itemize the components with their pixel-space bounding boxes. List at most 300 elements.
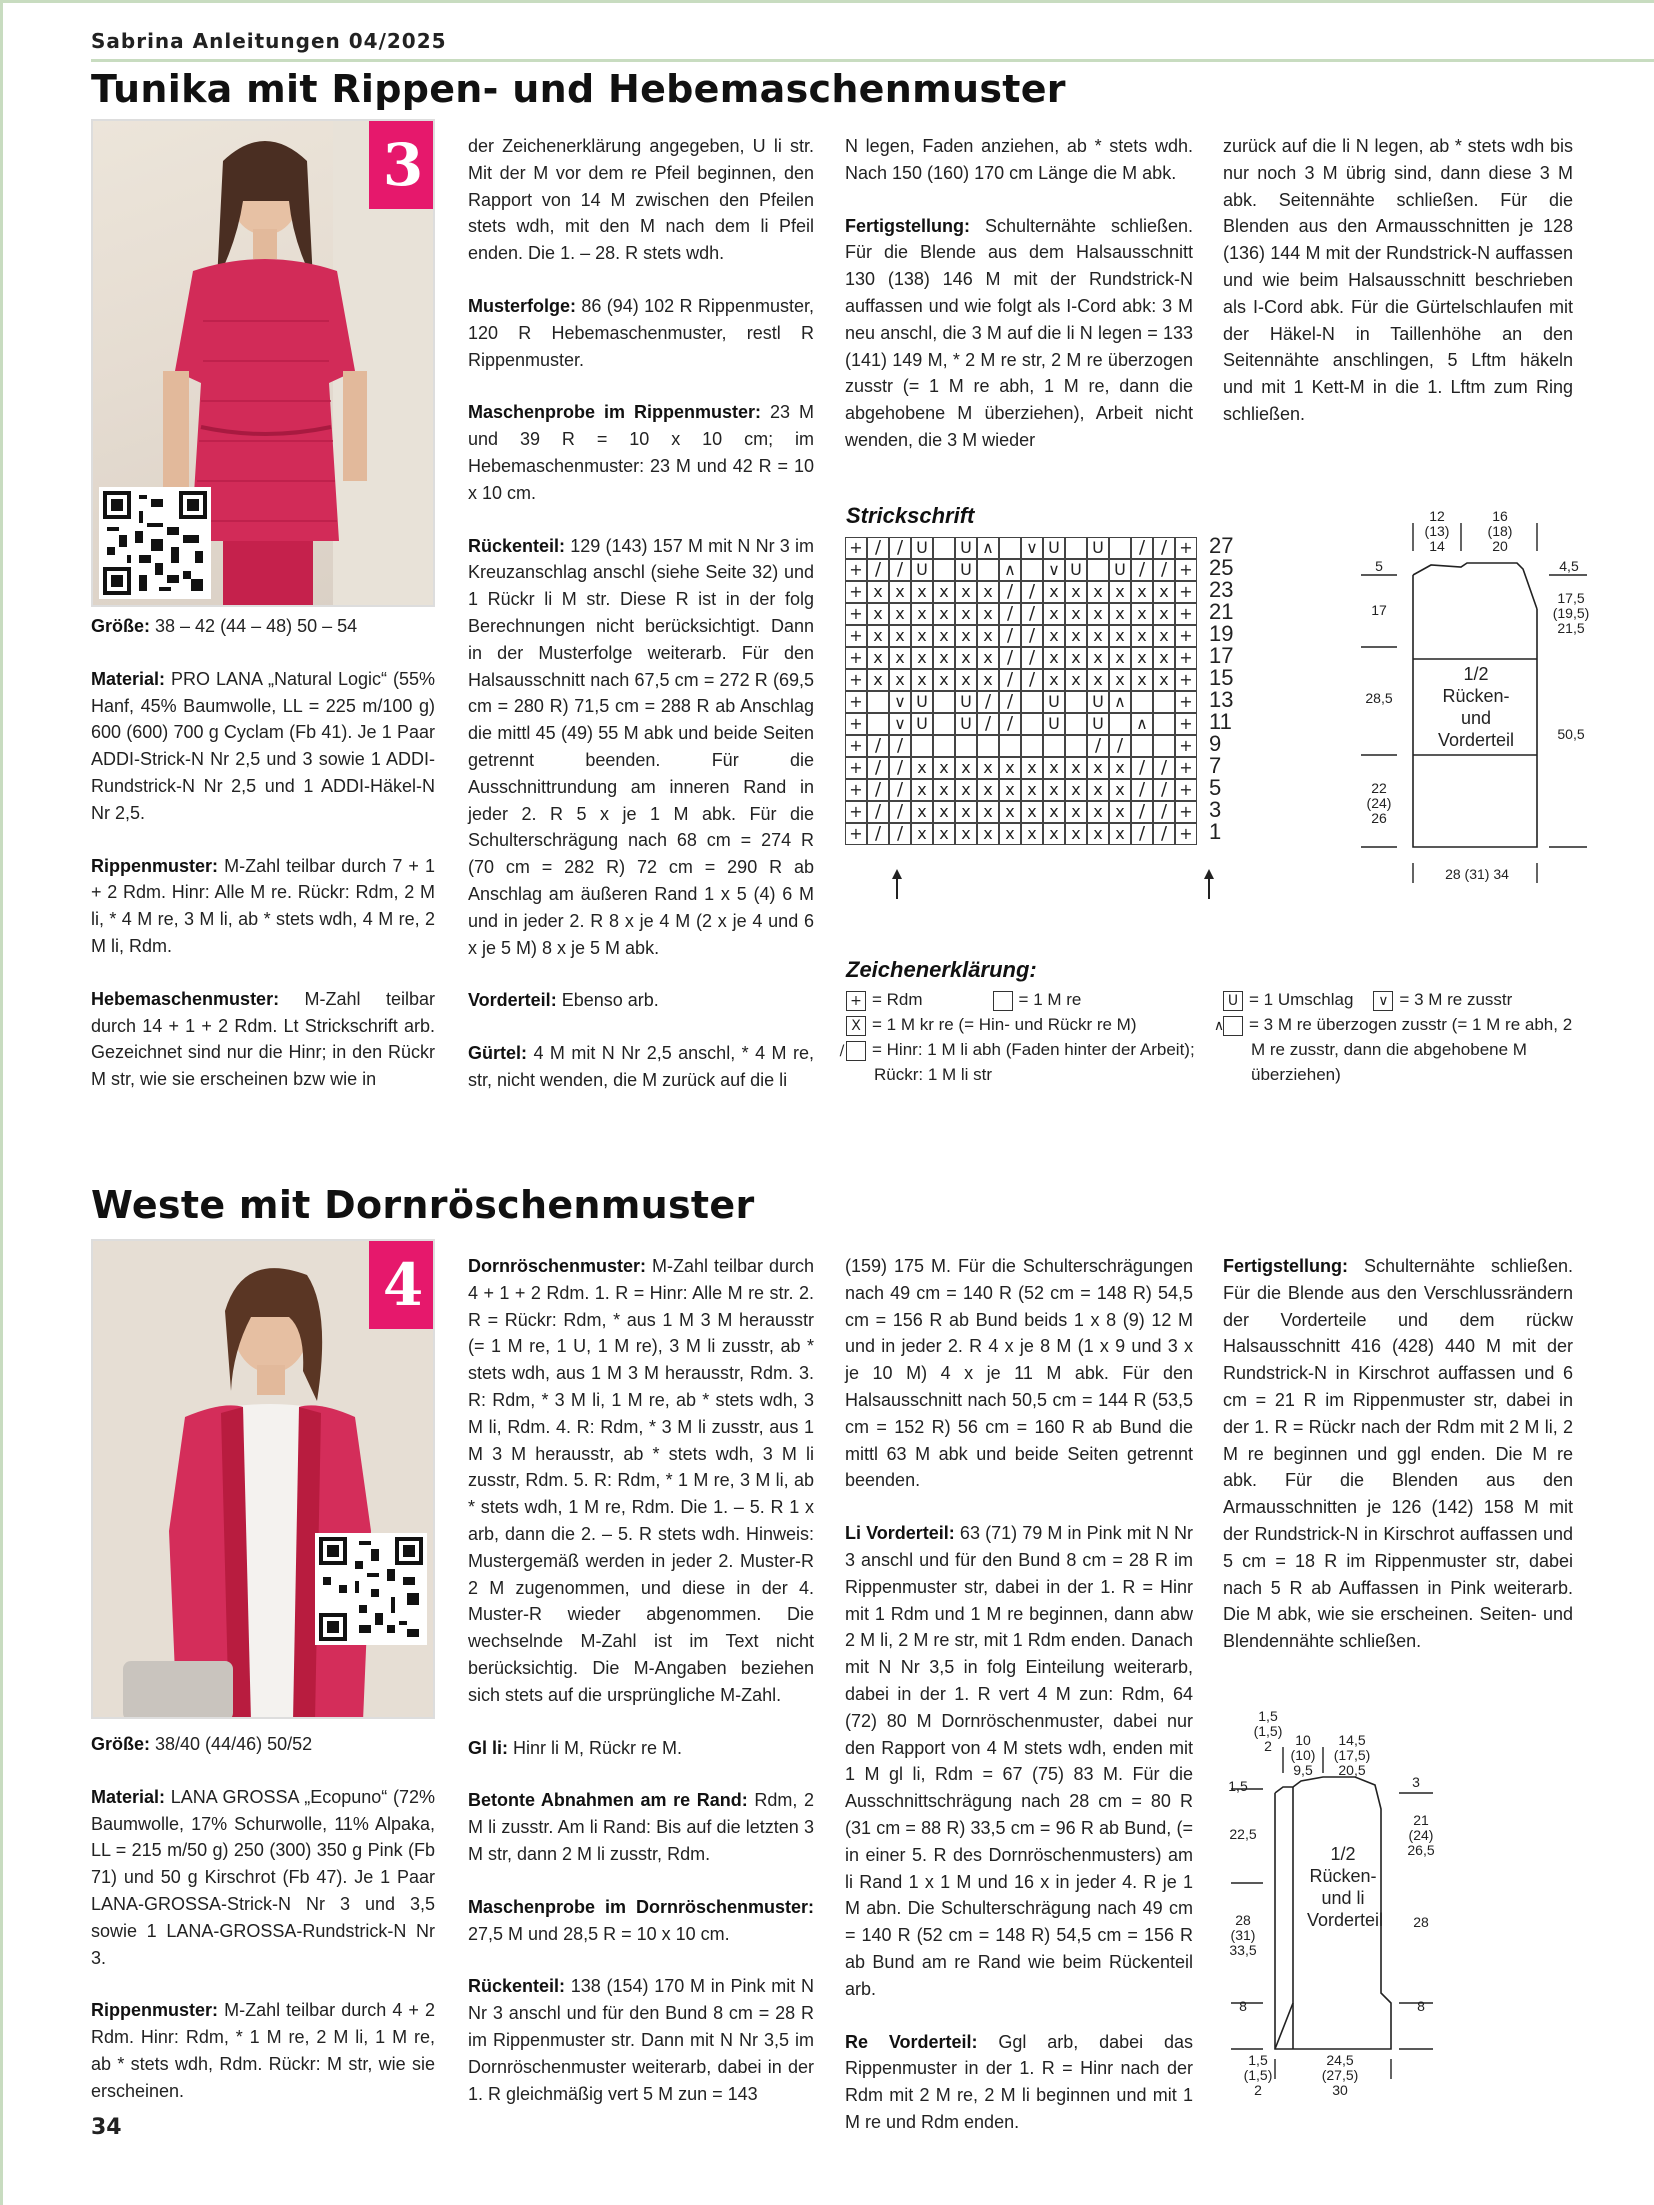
chart-row-number: 17 bbox=[1209, 643, 1234, 668]
chart-cell: ∨ bbox=[1021, 537, 1043, 559]
chart-cell: x bbox=[1065, 801, 1087, 823]
chart-cell: U bbox=[1087, 537, 1109, 559]
chart-row-number: 21 bbox=[1209, 599, 1234, 624]
paragraph: Größe: 38 – 42 (44 – 48) 50 – 54 bbox=[91, 616, 358, 636]
chart-cell: U bbox=[955, 713, 977, 735]
chart-cell: + bbox=[845, 537, 867, 559]
chart-cell: / bbox=[977, 691, 999, 713]
chart-cell bbox=[955, 735, 977, 757]
symbol-legend-2: U = 1 Umschlag ∨ = 3 M re zusstr ∧ = 3 M re überzogen zusstr (= 1 M re abh, 2 M re zusstr, dann die abgehobene M überziehen) bbox=[1213, 990, 1573, 1084]
chart-title: Strickschrift bbox=[846, 503, 975, 528]
chart-cell: x bbox=[933, 581, 955, 603]
chart-cell bbox=[867, 713, 889, 735]
chart-cell: x bbox=[999, 823, 1021, 845]
dim-neck: 12 (13) 14 bbox=[1424, 508, 1450, 554]
chart-cell: x bbox=[1131, 603, 1153, 625]
chart-cell: / bbox=[1109, 735, 1131, 757]
chart-cell: / bbox=[1131, 823, 1153, 845]
chart-cell bbox=[1021, 559, 1043, 581]
chart-cell: x bbox=[911, 779, 933, 801]
paragraph: Betonte Abnahmen am re Rand: Rdm, 2 M li zusstr. Am li Rand: Bis auf die letzten 3 M str, dann 2 M li zusstr, Rdm. bbox=[468, 1790, 814, 1864]
chart-cell: x bbox=[1109, 625, 1131, 647]
chart-cell: x bbox=[1043, 581, 1065, 603]
dim-left-b: 17 bbox=[1371, 602, 1387, 618]
paragraph: Material: PRO LANA „Natural Logic“ (55% Hanf, 45% Baumwolle, LL = 225 m/100 g) 600 (600) 700 g Cyclam (Fb 41). Je 1 Paar ADDI-Strick-N Nr 2,5 und 3 sowie 1 ADDI-Rundstrick-N Nr 2,5 und 1 ADDI-Häkel-N Nr 2,5. bbox=[91, 668, 435, 823]
chart-cell bbox=[1153, 691, 1175, 713]
chart-cell bbox=[867, 691, 889, 713]
chart-cell: x bbox=[1109, 647, 1131, 669]
section-3-column-3 bbox=[845, 133, 1193, 480]
slip-stitch-symbol: / bbox=[846, 1041, 866, 1061]
chart-cell: / bbox=[999, 669, 1021, 691]
paragraph: Fertigstellung: Schulternähte schließen. Für die Blende aus den Verschlussrändern der Vorderteile und dem rückw Halsausschnitt 416 (428) 440 M mit der Rundstrick-N in Kirschrot auffassen und 6 cm = 21 R im Rippenmuster str, dabei in der 1. R = Rückr nach der Rdm mit 2 M li, 2 M re beginnen und ggl enden. Die M re abk. Für die Blenden aus den Armausschnitten je 126 (142) 158 M mit der Rundstrick-N in Kirschrot auffassen und 5 cm = 18 R im Rippenmuster str, dabei nach 5 R ab Auffassen in Pink weiterarb. Die M abk, wie sie erscheinen. Seiten- und Blendennähte schließen. bbox=[1223, 1256, 1573, 1652]
chart-cell: / bbox=[1087, 735, 1109, 757]
chart-cell: / bbox=[867, 735, 889, 757]
dim-top-c: 14,5 (17,5) 20,5 bbox=[1333, 1732, 1371, 1778]
legend-title: Zeichenerklärung: bbox=[846, 957, 1037, 982]
chart-cell: x bbox=[889, 647, 911, 669]
paragraph: Rückenteil: 129 (143) 157 M mit N Nr 3 im Kreuzanschlag anschl (siehe Seite 32) und 1 Rückr li M str. Diese R ist in der folg Berechnungen nicht berücksichtigt. Dann in der Musterfolge weiterarb. Für den Halsausschnitt nach 67,5 cm = 272 R (69,5 cm = 280 R) 71,5 cm = 288 R ab Anschlag die mittl 45 (49) 55 M abk und beide Seiten getrennt beenden. Für die Ausschnittrundung am inneren Rand in jeder 2. R 5 x je 1 M abk. Für die Schulterschrägung nach 68 cm = 274 R (70 cm = 282 R) 72 cm = 290 R ab Anschlag am äußeren Rand 1 x 5 (4) 6 M und in jeder 2. R 8 x je 4 M (2 x je 4 und 6 x je 5 M) 8 x je 5 M abk. bbox=[468, 535, 814, 958]
dim-left-a: 1,5 bbox=[1228, 1778, 1248, 1794]
dim-right-c: 28 bbox=[1413, 1914, 1429, 1930]
chart-cell: x bbox=[1109, 669, 1131, 691]
pattern-number-badge: 3 bbox=[369, 121, 435, 209]
paragraph: Hebemaschenmuster: M-Zahl teilbar durch 14 + 1 + 2 Rdm. Lt Strickschrift arb. Gezeichnet sind nur die Hinr; in den Rückr M str, wie sie erscheinen bzw wie in bbox=[91, 988, 435, 1090]
piece-label: 1/2 Rücken- und li Vorderteil bbox=[1307, 1844, 1384, 1930]
chart-cell: U bbox=[911, 559, 933, 581]
chart-cell: U bbox=[955, 559, 977, 581]
chart-cell bbox=[1065, 713, 1087, 735]
chart-cell: x bbox=[867, 581, 889, 603]
chart-cell: x bbox=[1087, 757, 1109, 779]
dim-bottom-a: 1,5 (1,5) 2 bbox=[1243, 2052, 1273, 2098]
chart-cell: x bbox=[911, 647, 933, 669]
chart-cell: x bbox=[1065, 603, 1087, 625]
section-3-title: Tunika mit Rippen- und Hebemaschenmuster bbox=[91, 67, 1066, 111]
chart-cell: x bbox=[867, 647, 889, 669]
paragraph: Maschenprobe im Dornröschenmuster: 27,5 M und 28,5 R = 10 x 10 cm. bbox=[468, 1896, 814, 1944]
chart-cell bbox=[1065, 691, 1087, 713]
section-4-column-3 bbox=[845, 1253, 1193, 2162]
k3tog-symbol: ∨ bbox=[1373, 991, 1393, 1011]
chart-cell bbox=[977, 735, 999, 757]
chart-cell: U bbox=[1043, 537, 1065, 559]
chart-cell: x bbox=[1065, 757, 1087, 779]
chart-cell: / bbox=[1131, 801, 1153, 823]
tunic-schematic bbox=[1343, 503, 1603, 903]
chart-cell bbox=[933, 559, 955, 581]
chart-cell: x bbox=[1087, 581, 1109, 603]
chart-cell: x bbox=[1021, 801, 1043, 823]
paragraph: N legen, Faden anziehen, ab * stets wdh. Nach 150 (160) 170 cm Länge die M abk. bbox=[845, 136, 1193, 183]
chart-cell: x bbox=[1153, 581, 1175, 603]
dim-top-a: 1,5 (1,5) 2 bbox=[1253, 1708, 1283, 1754]
chart-cell: / bbox=[1153, 757, 1175, 779]
chart-cell: x bbox=[933, 647, 955, 669]
chart-cell: + bbox=[1175, 647, 1197, 669]
chart-cell: x bbox=[1043, 823, 1065, 845]
page-number: 34 bbox=[91, 2115, 122, 2140]
chart-cell bbox=[1021, 713, 1043, 735]
chart-cell bbox=[999, 537, 1021, 559]
chart-row-number: 1 bbox=[1209, 819, 1222, 844]
chart-cell: x bbox=[933, 669, 955, 691]
chart-cell: x bbox=[1087, 647, 1109, 669]
chart-cell: + bbox=[845, 801, 867, 823]
paragraph: Gürtel: 4 M mit N Nr 2,5 anschl, * 4 M re, str, nicht wenden, die M zurück auf die li bbox=[468, 1043, 814, 1090]
chart-row-number: 15 bbox=[1209, 665, 1234, 690]
chart-cell: x bbox=[1065, 669, 1087, 691]
chart-cell: ∨ bbox=[889, 713, 911, 735]
dim-left-d: 8 bbox=[1239, 1998, 1247, 2014]
chart-cell: x bbox=[1153, 669, 1175, 691]
chart-cell: / bbox=[1021, 625, 1043, 647]
paragraph: (159) 175 M. Für die Schulterschrägungen nach 49 cm = 140 R (52 cm = 148 R) 54,5 cm = 156 R ab Bund beids 1 x 8 (9) 12 M und in jeder 2. R 4 x je 8 M (1 x 9 und 3 x je 10 M) 4 x je 11 M abk. Für den Halsausschnitt nach 50,5 cm = 144 R (53,5 cm = 152 R) 56 cm = 160 R ab Bund die mittl 63 M abk und beide Seiten getrennt beenden. bbox=[845, 1256, 1193, 1491]
paragraph: Li Vorderteil: 63 (71) 79 M in Pink mit N Nr 3 anschl und für den Bund 8 cm = 28 R im Rippenmuster str, dabei in der 1. R = Hinr mit 1 Rdm und 1 M re beginnen, dann abw 2 M li, 2 M re str, mit 1 Rdm enden. Danach mit N Nr 3,5 in folg Einteilung weiterarb, dabei in der 1. R vert 4 M zun: Rdm, 64 (72) 80 M Dornröschenmuster, dabei nur den Rapport von 4 M stets wdh, enden mit 1 M gl li, Rdm = 67 (75) 83 M. Für die Ausschnittschrägung nach 28 cm = 80 R (31 cm = 88 R) 33,5 cm = 96 R ab Bund, (= in einer 5. R des Dornröschenmusters) am li Rand 1 x 1 M und 16 x in jeder 4. R je 1 M abn. Die Schulterschrägung nach 49 cm = 140 R (52 cm = 148 R) 54,5 cm = 156 R ab Bund am re Rand wie beim Rückenteil arb. bbox=[845, 1523, 1193, 1999]
chart-cell: x bbox=[1087, 603, 1109, 625]
chart-cell: + bbox=[1175, 559, 1197, 581]
dim-right-c: 50,5 bbox=[1557, 726, 1585, 742]
chart-cell: / bbox=[1153, 559, 1175, 581]
paragraph: der Zeichenerklärung angegeben, U li str. Mit der M vor dem re Pfeil beginnen, den Rapport von 14 M zwischen den Pfeilen stets wdh, mit den M nach dem li Pfeil enden. Die 1. – 28. R stets wdh. bbox=[468, 136, 814, 264]
chart-cell: / bbox=[1131, 559, 1153, 581]
chart-cell: / bbox=[977, 713, 999, 735]
paragraph: Material: LANA GROSSA „Ecopuno“ (72% Baumwolle, 17% Schurwolle, 11% Alpaka, LL = 215 m/50 g) 250 (300) 350 g Pink (Fb 71) und 50 g Kirschrot (Fb 47). Je 1 Paar LANA-GROSSA-Strick-N Nr 3 und 3,5 sowie 1 LANA-GROSSA-Rundstrick-N Nr 3. bbox=[91, 1786, 435, 1968]
chart-cell: + bbox=[845, 559, 867, 581]
chart-cell: x bbox=[999, 779, 1021, 801]
chart-cell: x bbox=[999, 801, 1021, 823]
chart-cell: U bbox=[911, 537, 933, 559]
section-3-column-2 bbox=[468, 133, 814, 1120]
chart-cell: / bbox=[999, 581, 1021, 603]
chart-row-number: 23 bbox=[1209, 577, 1234, 602]
chart-cell: x bbox=[1087, 779, 1109, 801]
chart-cell: x bbox=[1021, 779, 1043, 801]
chart-cell: x bbox=[1109, 801, 1131, 823]
chart-cell: x bbox=[1043, 801, 1065, 823]
tunic-photo bbox=[91, 119, 435, 607]
dim-bottom-b: 24,5 (27,5) 30 bbox=[1321, 2052, 1359, 2098]
chart-cell: + bbox=[845, 647, 867, 669]
chart-cell bbox=[933, 713, 955, 735]
symbol-legend: + = Rdm = 1 M re X = 1 M kr re (= Hin- und Rückr re M) / = Hinr: 1 M li abh (Faden hinter der Arbeit); Rückr: 1 M li str bbox=[839, 990, 1195, 1084]
dim-right-b: 21 (24) 26,5 bbox=[1407, 1812, 1435, 1858]
chart-cell bbox=[1109, 537, 1131, 559]
chart-cell: x bbox=[1131, 625, 1153, 647]
chart-cell: ∨ bbox=[889, 691, 911, 713]
chart-cell: x bbox=[955, 801, 977, 823]
chart-cell: U bbox=[1043, 691, 1065, 713]
vest-photo bbox=[91, 1239, 435, 1719]
knit-symbol bbox=[993, 991, 1013, 1011]
chart-cell: + bbox=[1175, 713, 1197, 735]
chart-cell: / bbox=[867, 559, 889, 581]
chart-cell: / bbox=[867, 823, 889, 845]
chart-cell: + bbox=[845, 823, 867, 845]
dim-left-c: 28,5 bbox=[1365, 690, 1393, 706]
chart-cell: / bbox=[889, 735, 911, 757]
chart-cell: / bbox=[1153, 823, 1175, 845]
section-4-column-1 bbox=[91, 1731, 435, 2131]
chart-cell: + bbox=[845, 691, 867, 713]
chart-cell: + bbox=[845, 779, 867, 801]
chart-cell: x bbox=[977, 801, 999, 823]
chart-cell bbox=[1131, 735, 1153, 757]
chart-cell: + bbox=[1175, 537, 1197, 559]
chart-cell: + bbox=[1175, 603, 1197, 625]
chart-cell: + bbox=[845, 581, 867, 603]
chart-cell: U bbox=[1087, 713, 1109, 735]
chart-cell: x bbox=[1131, 581, 1153, 603]
chart-cell: ∨ bbox=[1043, 559, 1065, 581]
chart-cell: x bbox=[1109, 779, 1131, 801]
chart-cell: x bbox=[1043, 669, 1065, 691]
section-4-column-4 bbox=[1223, 1253, 1573, 1681]
chart-cell: U bbox=[911, 713, 933, 735]
chart-cell: + bbox=[1175, 581, 1197, 603]
chart-cell: U bbox=[1087, 691, 1109, 713]
chart-cell: x bbox=[977, 625, 999, 647]
chart-cell: + bbox=[845, 757, 867, 779]
paragraph: Gl li: Hinr li M, Rückr re M. bbox=[468, 1737, 683, 1758]
chart-cell: x bbox=[955, 603, 977, 625]
chart-cell: x bbox=[977, 757, 999, 779]
chart-row-number: 19 bbox=[1209, 621, 1234, 646]
chart-cell: x bbox=[1043, 757, 1065, 779]
qr-code[interactable] bbox=[315, 1533, 427, 1645]
chart-cell: / bbox=[1021, 647, 1043, 669]
chart-cell: x bbox=[911, 669, 933, 691]
pattern-number-badge: 4 bbox=[369, 1241, 435, 1329]
chart-cell bbox=[933, 735, 955, 757]
chart-cell bbox=[1153, 735, 1175, 757]
section-3-column-1 bbox=[91, 613, 435, 1119]
paragraph: Rippenmuster: M-Zahl teilbar durch 7 + 1 + 2 Rdm. Hinr: Alle M re. Rückr: Rdm, 2 M li, * 4 M re, 3 M li, ab * stets wdh, 4 M re, 2 M li, Rdm. bbox=[91, 855, 435, 956]
chart-cell: x bbox=[911, 801, 933, 823]
chart-cell: x bbox=[911, 603, 933, 625]
piece-label: 1/2 Rücken- und Vorderteil bbox=[1437, 664, 1515, 750]
yarn-over-symbol: U bbox=[1223, 991, 1243, 1011]
chart-cell: + bbox=[1175, 779, 1197, 801]
chart-cell: x bbox=[1065, 581, 1087, 603]
paragraph: Re Vorderteil: Ggl arb, dabei das Rippenmuster in der 1. R = Hinr nach der Rdm mit 2 M re, 2 M li beginnen und mit 1 M re und Rdm enden. bbox=[845, 2031, 1193, 2132]
chart-cell bbox=[1021, 735, 1043, 757]
dim-right-b: 17,5 (19,5) 21,5 bbox=[1552, 590, 1590, 636]
chart-cell: / bbox=[1153, 537, 1175, 559]
chart-row-number: 27 bbox=[1209, 533, 1234, 558]
chart-cell: x bbox=[977, 823, 999, 845]
chart-cell: x bbox=[1131, 669, 1153, 691]
chart-cell: + bbox=[845, 669, 867, 691]
chart-cell: + bbox=[1175, 801, 1197, 823]
chart-row-number: 3 bbox=[1209, 797, 1222, 822]
chart-cell: U bbox=[911, 691, 933, 713]
dim-left-d: 22 (24) 26 bbox=[1366, 780, 1392, 826]
chart-cell: x bbox=[911, 757, 933, 779]
chart-cell bbox=[1065, 735, 1087, 757]
chart-cell: + bbox=[845, 625, 867, 647]
chart-cell: / bbox=[867, 801, 889, 823]
chart-cell: ∧ bbox=[1131, 713, 1153, 735]
paragraph: Rückenteil: 138 (154) 170 M in Pink mit N Nr 3 anschl und für den Bund 8 cm = 28 R im Rippenmuster str. Dann mit N Nr 3,5 im Dornröschenmuster weiterarb, dabei in der 1. R gleichmäßig vert 5 M zun = 143 bbox=[468, 1976, 814, 2104]
chart-cell: x bbox=[955, 581, 977, 603]
chart-cell: / bbox=[889, 779, 911, 801]
chart-cell: U bbox=[955, 537, 977, 559]
paragraph: Musterfolge: 86 (94) 102 R Rippenmuster, 120 R Hebemaschenmuster, restl R Rippenmuster. bbox=[468, 295, 814, 370]
chart-cell bbox=[1109, 713, 1131, 735]
paragraph: zurück auf die li N legen, ab * stets wdh bis nur noch 3 M übrig sind, dann diese 3 M abk. Seitennähte schließen. Für die Blenden aus den Armausschnitten je 128 (136) 144 M mit der Rundstrick-N auffassen und wie beim Halsausschnitt beschrieben als I-Cord abk. Für die Gürtelschlaufen mit der Häkel-N in Taillenhöhe an den Seitennähte anschlingen, 5 Lftm häkeln und mit 1 Kett-M in die 1. Lftm zum Ring schließen. bbox=[1223, 136, 1573, 424]
chart-cell bbox=[911, 735, 933, 757]
chart-cell bbox=[1087, 559, 1109, 581]
chart-cell: x bbox=[977, 581, 999, 603]
chart-cell bbox=[1065, 537, 1087, 559]
paragraph: Fertigstellung: Schulternähte schließen. Für die Blende aus dem Halsausschnitt 130 (138) 146 M mit der Rundstrick-N auffassen und wie folgt als I-Cord abk: 3 M neu anschl, die 3 M auf die li N legen = 133 (141) 149 M, * 2 M re str, 2 M re überzogen zusstr (= 1 M re abh, 1 M re, dann die abgehobene M überziehen), Arbeit nicht wenden, die 3 M wieder bbox=[845, 215, 1193, 450]
chart-cell: + bbox=[1175, 691, 1197, 713]
chart-cell: x bbox=[867, 625, 889, 647]
chart-cell: + bbox=[1175, 625, 1197, 647]
chart-cell: x bbox=[933, 757, 955, 779]
paragraph: Größe: 38/40 (44/46) 50/52 bbox=[91, 1734, 313, 1754]
chart-cell: + bbox=[1175, 757, 1197, 779]
chart-cell: / bbox=[999, 625, 1021, 647]
chart-cell: x bbox=[933, 625, 955, 647]
qr-code[interactable] bbox=[99, 487, 211, 599]
chart-cell: x bbox=[867, 669, 889, 691]
chart-cell: x bbox=[1153, 647, 1175, 669]
chart-cell: / bbox=[889, 823, 911, 845]
chart-cell: / bbox=[1153, 779, 1175, 801]
chart-cell: / bbox=[889, 801, 911, 823]
header-rule bbox=[91, 59, 1654, 62]
chart-cell: x bbox=[955, 669, 977, 691]
chart-row-number: 25 bbox=[1209, 555, 1234, 580]
chart-cell: x bbox=[1065, 647, 1087, 669]
chart-cell: x bbox=[1109, 603, 1131, 625]
chart-cell: x bbox=[1109, 757, 1131, 779]
chart-cell: x bbox=[933, 801, 955, 823]
chart-cell: x bbox=[955, 823, 977, 845]
chart-cell: x bbox=[889, 669, 911, 691]
dim-bottom: 28 (31) 34 bbox=[1445, 866, 1509, 882]
chart-cell bbox=[1131, 691, 1153, 713]
chart-cell: ∧ bbox=[999, 559, 1021, 581]
chart-cell: / bbox=[1131, 757, 1153, 779]
chart-cell: + bbox=[1175, 669, 1197, 691]
chart-cell: x bbox=[955, 647, 977, 669]
chart-cell: ∧ bbox=[977, 537, 999, 559]
section-4-title: Weste mit Dornröschenmuster bbox=[91, 1183, 755, 1227]
chart-cell: + bbox=[1175, 823, 1197, 845]
chart-cell: / bbox=[867, 757, 889, 779]
paragraph: Maschenprobe im Rippenmuster: 23 M und 39 R = 10 x 10 cm; im Hebemaschenmuster: 23 M und 42 R = 10 x 10 cm. bbox=[468, 402, 814, 503]
section-4-column-2 bbox=[468, 1253, 814, 2133]
sk2p-symbol: ∧ bbox=[1223, 1016, 1243, 1036]
chart-cell: + bbox=[845, 735, 867, 757]
twisted-knit-symbol: X bbox=[846, 1016, 866, 1036]
chart-cell: / bbox=[867, 537, 889, 559]
chart-cell: x bbox=[999, 757, 1021, 779]
chart-cell: x bbox=[1065, 625, 1087, 647]
dim-left-c: 28 (31) 33,5 bbox=[1229, 1912, 1257, 1958]
chart-cell: + bbox=[845, 713, 867, 735]
dim-top-b: 10 (10) 9,5 bbox=[1290, 1732, 1316, 1778]
chart-cell: x bbox=[1043, 603, 1065, 625]
chart-cell bbox=[977, 559, 999, 581]
chart-cell: x bbox=[1153, 625, 1175, 647]
chart-cell: U bbox=[955, 691, 977, 713]
chart-cell: / bbox=[889, 559, 911, 581]
chart-cell: x bbox=[933, 603, 955, 625]
chart-cell bbox=[1021, 691, 1043, 713]
chart-cell: x bbox=[1087, 669, 1109, 691]
chart-cell: / bbox=[1021, 603, 1043, 625]
chart-cell bbox=[933, 537, 955, 559]
chart-cell: / bbox=[1021, 581, 1043, 603]
chart-cell bbox=[1153, 713, 1175, 735]
chart-cell: x bbox=[911, 625, 933, 647]
chart-cell: / bbox=[1021, 669, 1043, 691]
chart-cell: x bbox=[1153, 603, 1175, 625]
chart-cell bbox=[1043, 735, 1065, 757]
chart-cell: x bbox=[889, 625, 911, 647]
chart-cell: x bbox=[1043, 779, 1065, 801]
magazine-header: Sabrina Anleitungen 04/2025 bbox=[91, 29, 447, 53]
chart-cell: + bbox=[1175, 735, 1197, 757]
chart-cell: x bbox=[1065, 779, 1087, 801]
chart-row-number: 7 bbox=[1209, 753, 1222, 778]
chart-cell: x bbox=[1087, 801, 1109, 823]
chart-cell: x bbox=[955, 625, 977, 647]
repeat-arrows bbox=[845, 869, 1225, 905]
chart-cell: / bbox=[1153, 801, 1175, 823]
chart-cell: x bbox=[1021, 757, 1043, 779]
chart-cell: U bbox=[1043, 713, 1065, 735]
vest-schematic bbox=[1223, 1703, 1463, 2113]
dim-shoulder: 16 (18) 20 bbox=[1487, 508, 1513, 554]
paragraph: Vorderteil: Ebenso arb. bbox=[468, 990, 659, 1011]
chart-cell: / bbox=[889, 537, 911, 559]
chart-cell: / bbox=[889, 757, 911, 779]
chart-cell: x bbox=[1065, 823, 1087, 845]
dim-right-a: 3 bbox=[1412, 1774, 1420, 1790]
section-3-column-4 bbox=[1223, 133, 1573, 454]
chart-row-number: 13 bbox=[1209, 687, 1234, 712]
edge-stitch-symbol: + bbox=[846, 991, 866, 1011]
chart-cell: x bbox=[867, 603, 889, 625]
chart-cell: x bbox=[889, 603, 911, 625]
chart-cell: x bbox=[977, 603, 999, 625]
chart-cell: x bbox=[1043, 625, 1065, 647]
chart-cell: x bbox=[933, 779, 955, 801]
dim-left-b: 22,5 bbox=[1229, 1826, 1257, 1842]
chart-row-number: 11 bbox=[1209, 709, 1232, 734]
chart-cell: U bbox=[1109, 559, 1131, 581]
chart-cell bbox=[933, 691, 955, 713]
chart-cell: / bbox=[999, 647, 1021, 669]
chart-cell: x bbox=[977, 669, 999, 691]
chart-cell: x bbox=[1021, 823, 1043, 845]
chart-cell: x bbox=[889, 581, 911, 603]
chart-cell: x bbox=[955, 779, 977, 801]
chart-cell: U bbox=[1065, 559, 1087, 581]
chart-cell: x bbox=[911, 581, 933, 603]
chart-cell: x bbox=[911, 823, 933, 845]
chart-cell: / bbox=[1131, 537, 1153, 559]
chart-cell: x bbox=[1109, 823, 1131, 845]
chart-cell: / bbox=[999, 713, 1021, 735]
chart-cell: x bbox=[955, 757, 977, 779]
chart-cell: x bbox=[933, 823, 955, 845]
